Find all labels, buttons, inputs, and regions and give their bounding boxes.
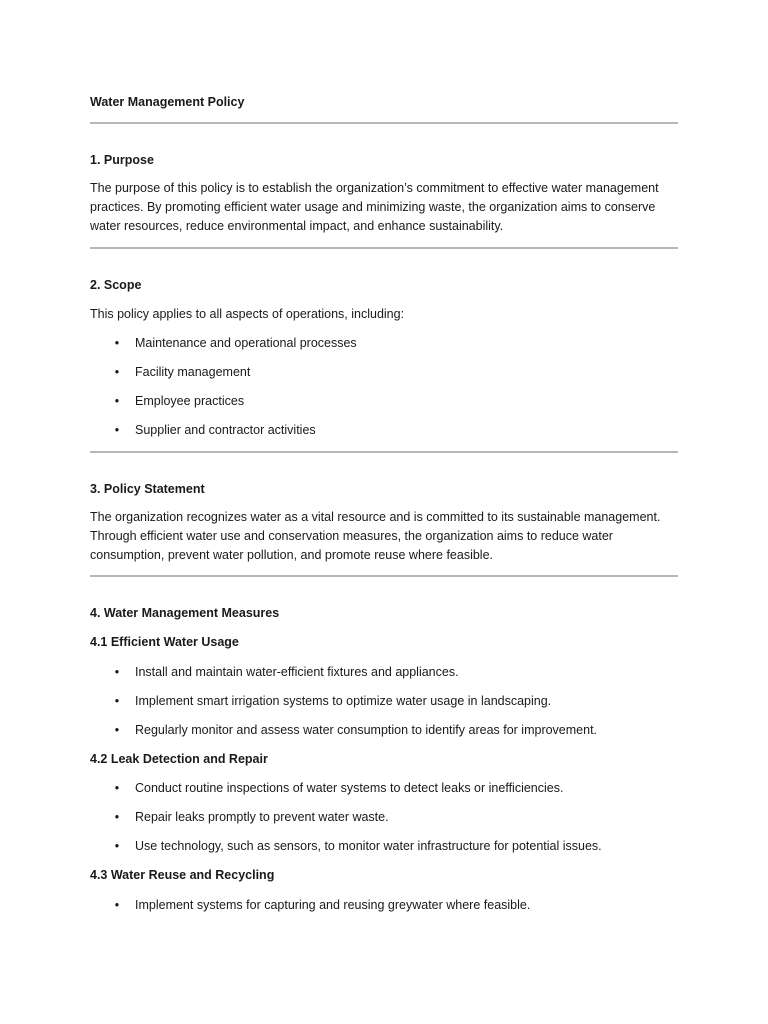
- list-item-text: Regularly monitor and assess water consumption to identify areas for improvement.: [135, 723, 598, 737]
- section-heading-scope: 2. Scope: [90, 278, 142, 292]
- list-item-text: Employee practices: [135, 394, 245, 408]
- list-item-text: Implement systems for capturing and reusing greywater where feasible.: [135, 898, 531, 912]
- section-heading-policy-statement: 3. Policy Statement: [90, 482, 205, 496]
- list-item-text: Supplier and contractor activities: [135, 423, 316, 437]
- subsection-heading-efficient-usage: 4.1 Efficient Water Usage: [90, 635, 239, 649]
- subsection-heading-reuse-recycling: 4.3 Water Reuse and Recycling: [90, 868, 275, 882]
- list-item-text: Facility management: [135, 365, 251, 379]
- bullet-icon: •: [114, 781, 120, 795]
- subsection-heading-leak-detection: 4.2 Leak Detection and Repair: [90, 752, 268, 766]
- bullet-icon: •: [114, 365, 120, 379]
- bullet-icon: •: [114, 394, 120, 408]
- bullet-icon: •: [114, 665, 120, 679]
- bullet-icon: •: [114, 723, 120, 737]
- section-divider: [90, 122, 678, 124]
- bullet-icon: •: [114, 423, 120, 437]
- list-item-text: Conduct routine inspections of water systems to detect leaks or inefficiencies.: [135, 781, 564, 795]
- section-divider: [90, 451, 678, 453]
- policy-statement-paragraph: The organization recognizes water as a vital resource and is committed to its sustainable management. Through efficient water use and conservation measures, the organization aims to reduce water consumption, prevent water pollution, and promote reuse where feasible.: [90, 510, 661, 562]
- list-item-text: Implement smart irrigation systems to optimize water usage in landscaping.: [135, 694, 552, 708]
- bullet-icon: •: [114, 336, 120, 350]
- scope-intro-text: This policy applies to all aspects of operations, including:: [90, 307, 405, 321]
- section-divider: [90, 247, 678, 249]
- bullet-icon: •: [114, 839, 120, 853]
- document-title: Water Management Policy: [90, 95, 245, 109]
- section-heading-purpose: 1. Purpose: [90, 153, 154, 167]
- scope-intro: [90, 306, 678, 322]
- bullet-icon: •: [114, 898, 120, 912]
- list-item-text: Use technology, such as sensors, to monitor water infrastructure for potential issues.: [135, 839, 602, 853]
- section-divider: [90, 575, 678, 577]
- purpose-paragraph: The purpose of this policy is to establish the organization’s commitment to effective water management practices. By promoting efficient water usage and minimizing waste, the organization aims to conserve water resources, reduce environmental impact, and enhance sustainability.: [90, 181, 659, 233]
- list-item-text: Repair leaks promptly to prevent water waste.: [135, 810, 389, 824]
- list-item-text: Maintenance and operational processes: [135, 336, 357, 350]
- section-heading-measures: 4. Water Management Measures: [90, 606, 280, 620]
- bullet-icon: •: [114, 694, 120, 708]
- list-item-text: Install and maintain water-efficient fixtures and appliances.: [135, 665, 459, 679]
- bullet-icon: •: [114, 810, 120, 824]
